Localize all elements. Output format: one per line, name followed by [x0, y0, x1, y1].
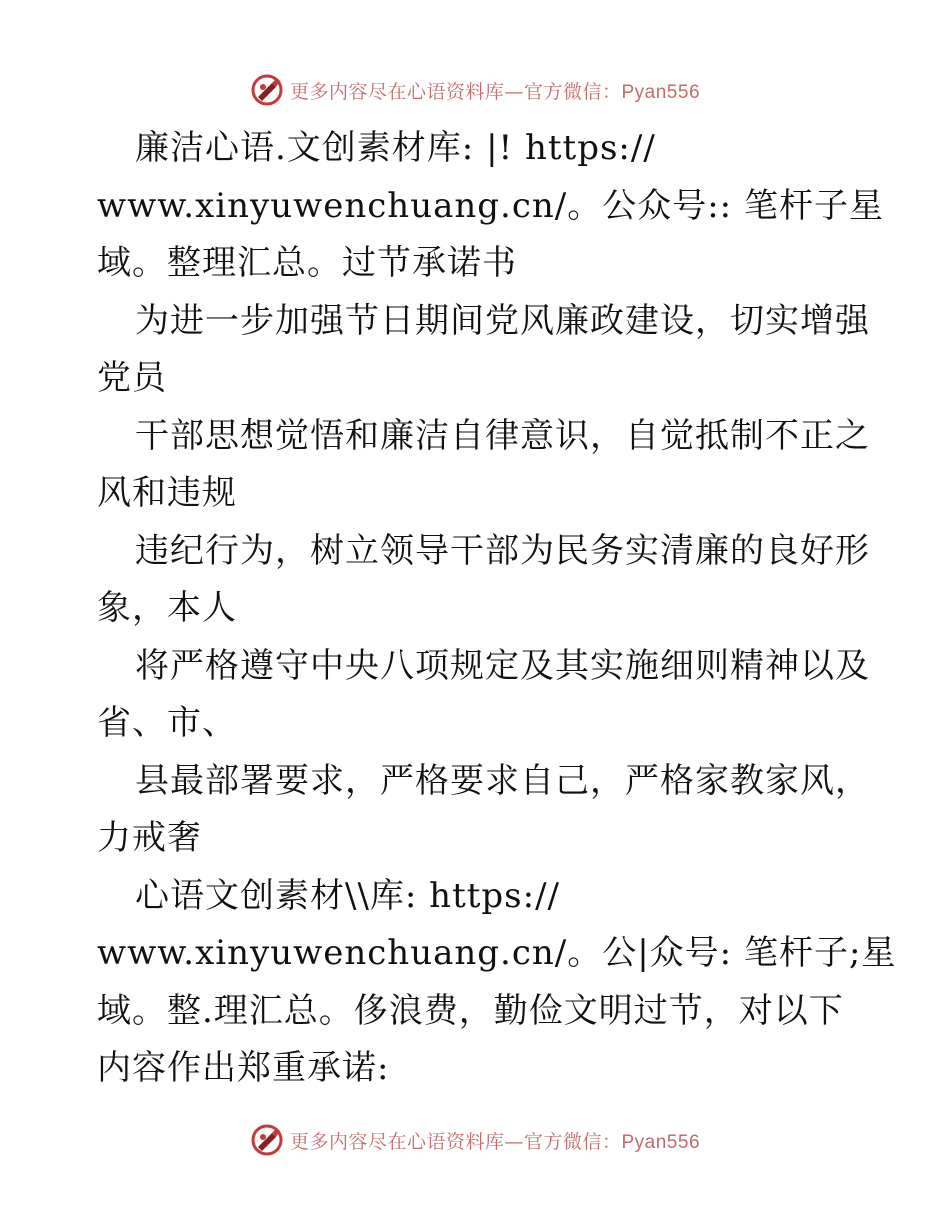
document-line: 力戒奢 — [97, 818, 202, 858]
document-line: 域。整理汇总。过节承诺书 — [97, 243, 517, 283]
brand-logo-icon — [250, 73, 284, 107]
brand-logo-icon — [250, 1123, 284, 1157]
header-banner-text: 更多内容尽在心语资料库—官方微信：Pyan556 — [289, 80, 701, 103]
document-line: 违纪行为，树立领导干部为民务实清廉的良好形 — [135, 530, 870, 571]
document-line: 域。整.理汇总。侈浪费，勤俭文明过节，对以下 — [97, 990, 844, 1031]
document-line: 内容作出郑重承诺: — [97, 1048, 390, 1088]
document-line: 心语文创素材\\库: https:// — [135, 875, 560, 916]
footer-banner-handle: Pyan556 — [621, 1131, 701, 1153]
document-line: 廉洁心语.文创素材库: |! https:// — [135, 128, 656, 168]
header-banner — [0, 70, 950, 110]
document-line: 干部思想觉悟和廉洁自律意识，自觉抵制不正之 — [135, 415, 870, 456]
footer-banner — [0, 1120, 950, 1160]
document-line: 将严格遵守中央八项规定及其实施细则精神以及 — [135, 645, 870, 686]
document-line: www.xinyuwenchuang.cn/。公|众号: 笔杆子;星 — [97, 933, 897, 973]
document-body — [97, 120, 897, 1098]
document-line: 为进一步加强节日期间党风廉政建设，切实增强 — [135, 300, 870, 341]
footer-banner-text: 更多内容尽在心语资料库—官方微信：Pyan556 — [289, 1130, 701, 1153]
document-line: 县最部署要求，严格要求自己，严格家教家风， — [135, 760, 870, 801]
document-line: 省、市、 — [97, 703, 237, 743]
document-line: 风和违规 — [97, 473, 237, 513]
document-line: 象，本人 — [97, 588, 237, 628]
document-line: 党员 — [97, 358, 167, 398]
header-banner-handle: Pyan556 — [621, 81, 701, 103]
document-line: www.xinyuwenchuang.cn/。公众号:: 笔杆子星 — [97, 185, 884, 226]
